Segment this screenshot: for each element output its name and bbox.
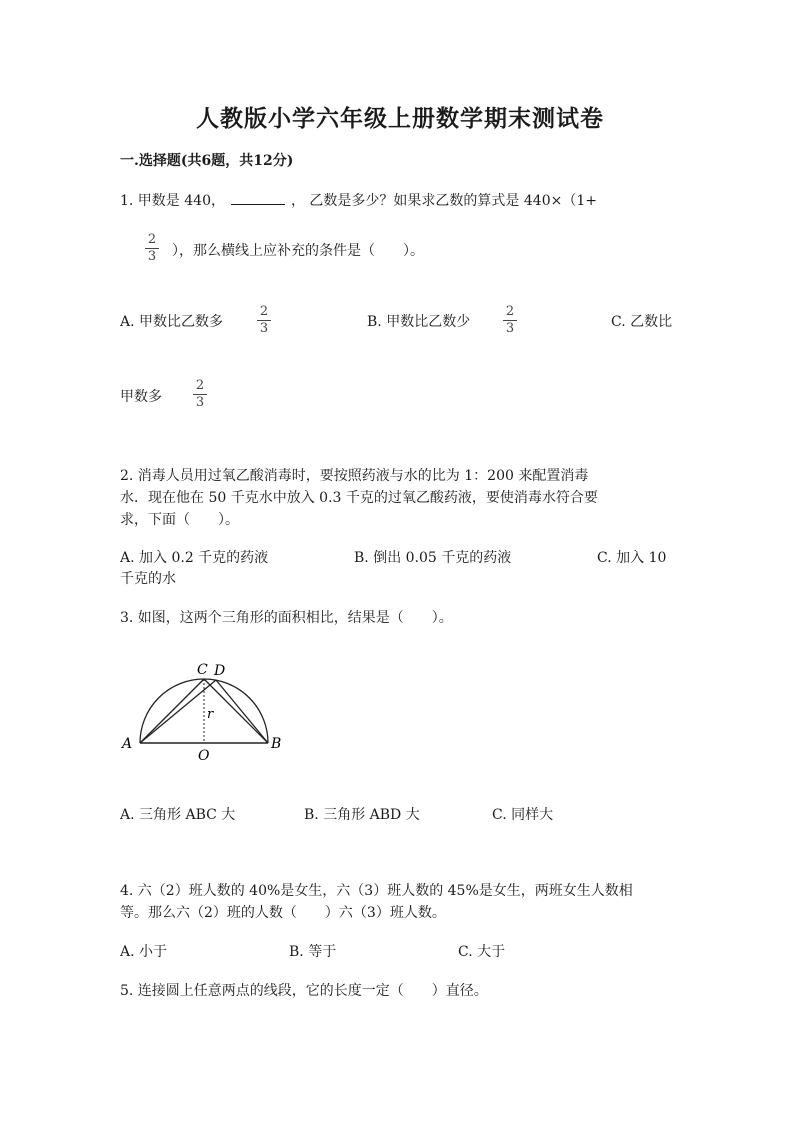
q2-option-a: A. 加入 0.2 千克的药液 xyxy=(120,550,269,566)
q2-line2: 水．现在他在 50 千克水中放入 0.3 千克的过氧乙酸药液，要使消毒水符合要 xyxy=(120,490,598,506)
q4-option-b: B. 等于 xyxy=(289,944,337,960)
segment-ac xyxy=(140,679,204,743)
q1-option-a-fraction: 2 3 xyxy=(256,305,272,336)
q2-line1: 2. 消毒人员用过氧乙酸消毒时，要按照药液与水的比为 1：200 来配置消毒 xyxy=(120,468,589,484)
q2-line3: 求，下面（ ）。 xyxy=(120,512,239,528)
q1-line1 xyxy=(120,190,597,210)
label-c: C xyxy=(197,662,208,678)
q1-option-c-fraction: 2 3 xyxy=(192,379,208,410)
q2-option-c-cont: 千克的水 xyxy=(120,571,176,587)
q2-option-b: B. 倒出 0.05 千克的药液 xyxy=(354,550,512,566)
q1-blank xyxy=(231,192,285,205)
section-heading: 一.选择题(共6题，共12分) xyxy=(120,153,294,169)
q1-option-c: C. 乙数比 xyxy=(611,314,673,330)
q4-line1: 4. 六（2）班人数的 40%是女生，六（3）班人数的 45%是女生，两班女生人数相 xyxy=(120,883,633,899)
q1-text-a: 1. 甲数是 440， xyxy=(120,193,225,209)
q3-option-c: C. 同样大 xyxy=(492,807,554,823)
segment-ad xyxy=(140,680,216,743)
q3-text: 3. 如图，这两个三角形的面积相比，结果是（ ）。 xyxy=(120,610,453,626)
q3-option-b: B. 三角形 ABD 大 xyxy=(304,807,420,823)
q4-line2: 等。那么六（2）班的人数（ ）六（3）班人数。 xyxy=(120,905,446,921)
q1-fraction: 2 3 xyxy=(144,233,160,264)
q4-option-c: C. 大于 xyxy=(458,944,506,960)
q1-text-b: ， 乙数是多少？如果求乙数的算式是 440×（1+ xyxy=(290,193,597,209)
label-d: D xyxy=(214,663,226,679)
q3-semicircle-figure xyxy=(118,658,298,768)
q1-option-a: A. 甲数比乙数多 xyxy=(120,314,224,330)
segment-cb xyxy=(204,679,268,743)
q2-option-c: C. 加入 10 xyxy=(597,550,667,566)
q5-text: 5. 连接圆上任意两点的线段，它的长度一定（ ）直径。 xyxy=(120,983,488,999)
q1-option-b: B. 甲数比乙数少 xyxy=(367,314,471,330)
q1-option-c-cont: 甲数多 xyxy=(120,389,162,405)
label-a: A xyxy=(122,736,133,752)
label-r: r xyxy=(207,707,214,722)
q1-option-b-fraction: 2 3 xyxy=(502,305,518,336)
q1-line2: ），那么横线上应补充的条件是（ ）。 xyxy=(172,243,424,259)
q4-option-a: A. 小于 xyxy=(120,944,168,960)
page-title: 人教版小学六年级上册数学期末测试卷 xyxy=(196,105,604,132)
label-b: B xyxy=(271,736,282,752)
label-o: O xyxy=(198,748,210,764)
q3-option-a: A. 三角形 ABC 大 xyxy=(120,807,236,823)
